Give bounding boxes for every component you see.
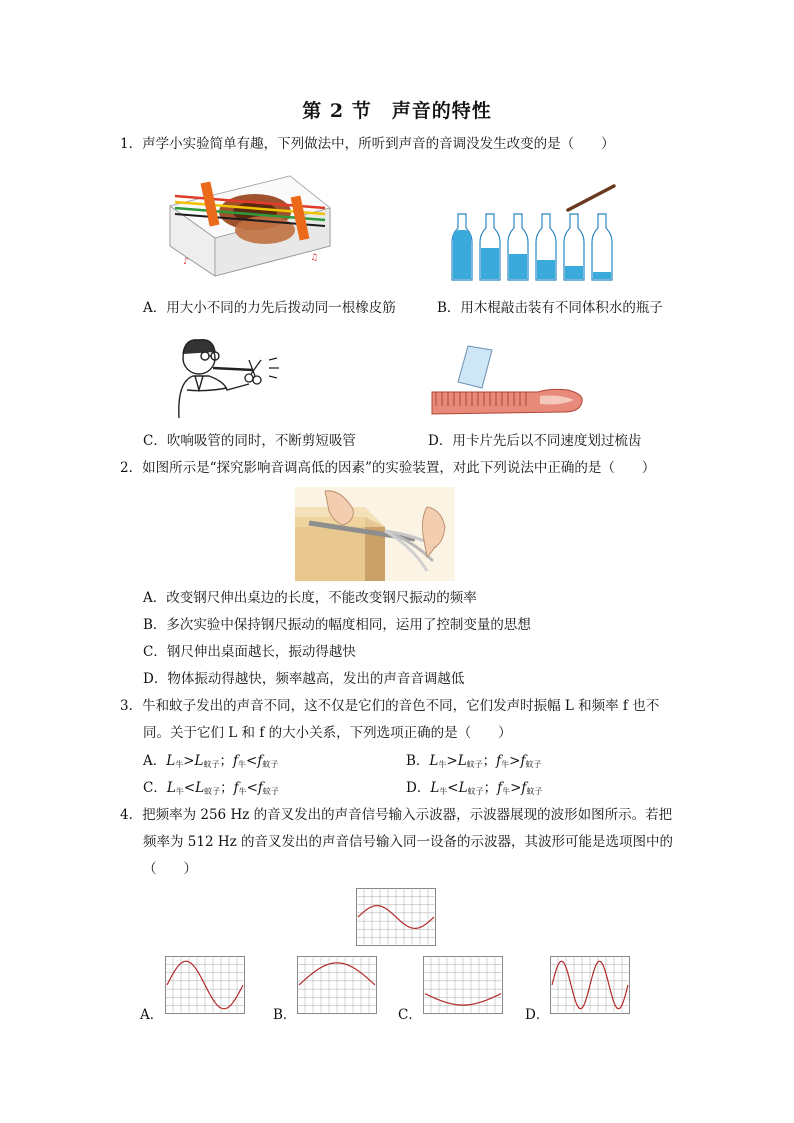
q4-reference-waveform — [356, 888, 436, 946]
q4-option-d-waveform[interactable] — [550, 956, 630, 1014]
svg-text:♫: ♫ — [310, 253, 319, 263]
q3-stem-line2: 同。关于它们 L 和 f 的大小关系，下列选项正确的是（ ） — [143, 725, 512, 741]
q4-stem-line3: （ ） — [143, 861, 197, 877]
q1-figure-c-straw-player — [165, 330, 295, 420]
q1-option-d[interactable]: D．用卡片先后以不同速度划过梳齿 — [428, 433, 642, 449]
q3-option-b[interactable]: B．$L_牛>L_{蚊子}$；$f_牛>f_{蚊子}$ — [406, 753, 542, 769]
q4-label-b[interactable]: B． — [273, 1007, 297, 1023]
q4-option-b-waveform[interactable] — [297, 956, 377, 1014]
q4-label-d[interactable]: D． — [525, 1007, 550, 1023]
page-title: 第 2 节 声音的特性 — [302, 100, 492, 122]
q2-option-d[interactable]: D．物体振动得越快，频率越高，发出的声音音调越低 — [143, 671, 465, 687]
q1-figure-a-rubber-band-box — [165, 168, 335, 280]
q1-option-a[interactable]: A．用大小不同的力先后拨动同一根橡皮筋 — [143, 300, 396, 316]
q3-option-c[interactable]: C．$L_牛<L_{蚊子}$；$f_牛<f_{蚊子}$ — [143, 780, 279, 796]
q2-stem: 2．如图所示是“探究影响音调高低的因素”的实验装置，对此下列说法中正确的是（ ） — [120, 460, 656, 476]
q4-option-a-waveform[interactable] — [165, 956, 245, 1014]
q4-stem-line1: 4．把频率为 256 Hz 的音叉发出的声音信号输入示波器，示波器展现的波形如图所示。若把 — [120, 807, 673, 823]
q1-option-c[interactable]: C．吹响吸管的同时，不断剪短吸管 — [143, 433, 356, 449]
q4-stem-line2: 频率为 512 Hz 的音叉发出的声音信号输入同一设备的示波器，其波形可能是选项图中的 — [143, 834, 674, 850]
q2-figure-ruler-on-table — [295, 487, 455, 581]
q4-label-c[interactable]: C． — [398, 1007, 422, 1023]
q1-option-b[interactable]: B．用木棍敲击装有不同体积水的瓶子 — [437, 300, 663, 316]
q3-stem-line1: 3．牛和蚊子发出的声音不同，这不仅是它们的音色不同，它们发声时振幅 L 和频率 f 也不 — [120, 698, 660, 714]
svg-text:♪: ♪ — [183, 257, 189, 267]
q4-label-a[interactable]: A． — [140, 1007, 164, 1023]
q1-figure-d-comb-card — [428, 342, 588, 422]
q4-option-c-waveform[interactable] — [423, 956, 503, 1014]
q1-figure-b-water-bottles — [450, 184, 620, 284]
q1-stem: 1．声学小实验简单有趣，下列做法中，所听到声音的音调没发生改变的是（ ） — [120, 136, 615, 152]
q2-option-b[interactable]: B．多次实验中保持钢尺振动的幅度相同，运用了控制变量的思想 — [143, 617, 531, 633]
q3-option-d[interactable]: D．$L_牛<L_{蚊子}$；$f_牛>f_{蚊子}$ — [406, 780, 543, 796]
q2-option-c[interactable]: C．钢尺伸出桌面越长，振动得越快 — [143, 644, 356, 660]
q2-option-a[interactable]: A．改变钢尺伸出桌边的长度，不能改变钢尺振动的频率 — [143, 590, 477, 606]
q3-option-a[interactable]: A．$L_牛>L_{蚊子}$；$f_牛<f_{蚊子}$ — [143, 753, 279, 769]
